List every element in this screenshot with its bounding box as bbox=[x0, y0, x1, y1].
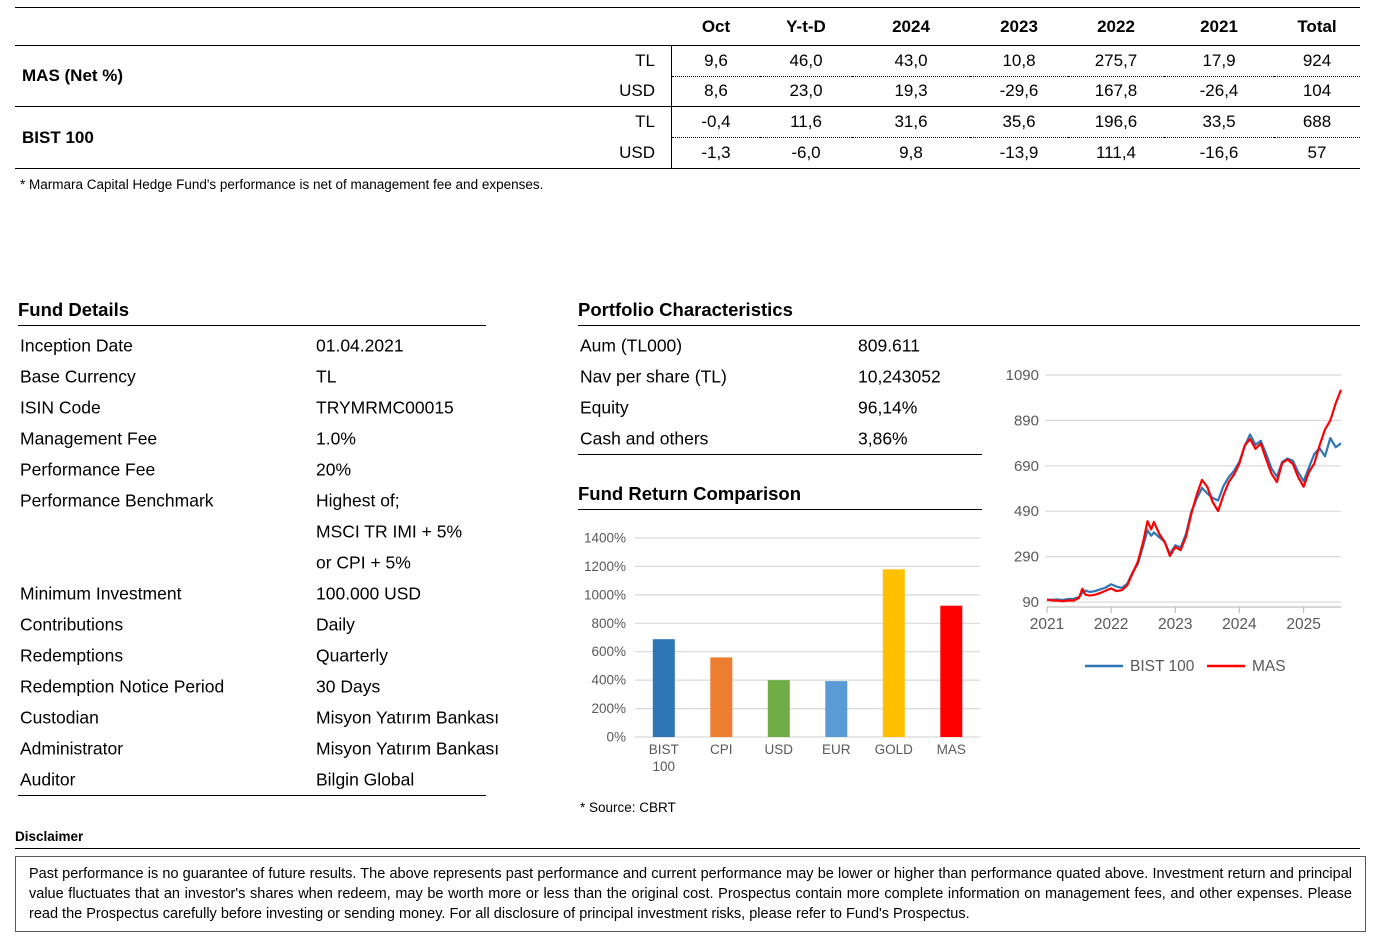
kv-label: Redemptions bbox=[20, 645, 124, 665]
kv-value: 3,86% bbox=[858, 428, 908, 448]
kv-value: TRYMRMC00015 bbox=[316, 397, 454, 417]
x-tick-label: 2022 bbox=[1093, 616, 1129, 633]
y-tick-label: 290 bbox=[1013, 548, 1039, 566]
series-line-MAS bbox=[1047, 390, 1341, 601]
perf-value-cell: 688 bbox=[1274, 107, 1360, 138]
perf-value-cell: 275,7 bbox=[1068, 46, 1164, 77]
y-tick-label: 490 bbox=[1013, 503, 1039, 521]
perf-value-cell: 46,0 bbox=[760, 46, 852, 77]
perf-value-cell: 17,9 bbox=[1164, 46, 1274, 77]
perf-currency-cell: USD bbox=[592, 77, 672, 108]
y-tick-label: 0% bbox=[606, 729, 626, 745]
kv-row bbox=[18, 702, 500, 733]
kv-row bbox=[578, 392, 982, 423]
kv-label: Administrator bbox=[20, 738, 124, 758]
performance-footnote: * Marmara Capital Hedge Fund's performance is net of management fee and expenses. bbox=[20, 177, 544, 192]
bar-GOLD bbox=[883, 569, 905, 737]
kv-label: Nav per share (TL) bbox=[580, 366, 727, 386]
kv-value: Misyon Yatırım Bankası bbox=[316, 738, 500, 758]
perf-value-cell: 9,6 bbox=[672, 46, 760, 77]
perf-value-cell: 8,6 bbox=[672, 77, 760, 108]
kv-label: Auditor bbox=[20, 769, 76, 789]
kv-value: 30 Days bbox=[316, 676, 381, 696]
perf-currency-cell: TL bbox=[592, 46, 672, 77]
kv-row bbox=[578, 361, 982, 392]
kv-row bbox=[18, 640, 486, 671]
y-tick-label: 600% bbox=[591, 644, 626, 660]
perf-row-label: MAS (Net %) bbox=[15, 46, 592, 107]
kv-value: MSCI TR IMI + 5% bbox=[316, 521, 463, 541]
perf-col-header: 2024 bbox=[852, 8, 970, 46]
kv-row bbox=[18, 361, 486, 392]
kv-row bbox=[18, 578, 486, 609]
kv-row bbox=[18, 423, 486, 454]
kv-label: Cash and others bbox=[580, 428, 709, 448]
kv-label: Performance Fee bbox=[20, 459, 156, 479]
x-category-label: MAS bbox=[936, 742, 966, 757]
performance-table bbox=[15, 7, 1360, 169]
kv-row bbox=[18, 516, 486, 547]
kv-value: Daily bbox=[316, 614, 355, 634]
kv-value: 10,243052 bbox=[858, 366, 941, 386]
x-category-label: EUR bbox=[822, 742, 851, 757]
y-tick-label: 1090 bbox=[1005, 367, 1039, 384]
x-category-label: USD bbox=[764, 742, 794, 757]
legend-label: BIST 100 bbox=[1130, 658, 1195, 675]
kv-row bbox=[18, 485, 486, 516]
kv-value: Misyon Yatırım Bankası bbox=[316, 707, 500, 727]
x-category-label: 100 bbox=[652, 759, 676, 774]
bar-MAS bbox=[940, 606, 962, 737]
perf-value-cell: 31,6 bbox=[852, 107, 970, 138]
kv-label: Custodian bbox=[20, 707, 99, 727]
kv-value: TL bbox=[316, 366, 337, 386]
kv-row bbox=[18, 454, 486, 485]
kv-row bbox=[18, 392, 486, 423]
kv-value: 1.0% bbox=[316, 428, 356, 448]
bar-BIST 100 bbox=[653, 639, 675, 737]
fund-details-title: Fund Details bbox=[18, 299, 486, 326]
perf-value-cell: -6,0 bbox=[791, 143, 821, 163]
kv-label: Contributions bbox=[20, 614, 124, 634]
series-line-BIST 100 bbox=[1047, 435, 1341, 601]
y-tick-label: 1200% bbox=[583, 558, 626, 574]
perf-value-cell: 196,6 bbox=[1068, 107, 1164, 138]
y-tick-label: 1000% bbox=[583, 587, 626, 603]
x-tick-label: 2025 bbox=[1286, 616, 1321, 633]
kv-value: Bilgin Global bbox=[316, 769, 415, 789]
perf-value-cell: 10,8 bbox=[970, 46, 1068, 77]
indexed-performance-chart bbox=[985, 355, 1381, 685]
perf-col-header: 2021 bbox=[1164, 8, 1274, 46]
fund-return-comparison-chart bbox=[578, 520, 988, 820]
perf-value-cell: 11,6 bbox=[760, 107, 852, 138]
chart-source-note: * Source: CBRT bbox=[580, 800, 676, 815]
perf-value-cell: 19,3 bbox=[852, 77, 970, 108]
fund-details-list bbox=[18, 330, 500, 796]
kv-label: Management Fee bbox=[20, 428, 158, 448]
perf-col-header: 2023 bbox=[970, 8, 1068, 46]
x-tick-label: 2021 bbox=[1029, 616, 1065, 633]
kv-row bbox=[18, 671, 486, 702]
kv-value: or CPI + 5% bbox=[316, 552, 411, 572]
x-category-label: BIST bbox=[648, 742, 679, 757]
bar-USD bbox=[768, 680, 790, 737]
kv-label: Inception Date bbox=[20, 335, 133, 355]
kv-row bbox=[578, 423, 982, 454]
perf-value-cell: -29,6 bbox=[970, 77, 1068, 108]
y-tick-label: 690 bbox=[1013, 457, 1039, 475]
perf-row-label: BIST 100 bbox=[22, 127, 94, 147]
kv-label: Aum (TL000) bbox=[580, 335, 683, 355]
kv-value: 100.000 USD bbox=[316, 583, 422, 603]
x-category-label: GOLD bbox=[874, 742, 913, 757]
kv-value: 01.04.2021 bbox=[316, 335, 404, 355]
y-tick-label: 200% bbox=[591, 701, 626, 717]
perf-currency-cell: USD bbox=[592, 138, 672, 169]
perf-value-cell: -0,4 bbox=[672, 107, 760, 138]
kv-value: 20% bbox=[316, 459, 352, 479]
kv-row bbox=[578, 330, 982, 361]
perf-currency-cell: TL bbox=[592, 107, 672, 138]
y-tick-label: 800% bbox=[591, 615, 626, 631]
disclaimer-text: Past performance is no guarantee of future results. The above represents past performance and current performance may be lower or higher than performance quated above. Investment return and principal value fluctuates that an investor's shares when redeem, may be worth more or less than the original cost. Prospectus contain more complete information on management fees, and other expenses. Please read the Prospectus carefully before investing or sending money. For all disclosure of principal investment risks, please refer to Fund's Prospectus. bbox=[15, 856, 1366, 932]
perf-value-cell: -16,6 bbox=[1199, 143, 1239, 163]
y-tick-label: 400% bbox=[591, 672, 626, 688]
kv-row bbox=[18, 764, 486, 795]
bar-EUR bbox=[825, 681, 847, 737]
kv-value: Highest of; bbox=[316, 490, 400, 510]
perf-value-cell: -13,9 bbox=[999, 143, 1039, 163]
kv-row bbox=[18, 609, 486, 640]
kv-label: Minimum Investment bbox=[20, 583, 182, 603]
x-category-label: CPI bbox=[710, 742, 733, 757]
x-tick-label: 2024 bbox=[1222, 616, 1257, 633]
perf-value-cell: -26,4 bbox=[1164, 77, 1274, 108]
perf-value-cell: 33,5 bbox=[1164, 107, 1274, 138]
kv-row bbox=[18, 547, 486, 578]
perf-header-corner bbox=[15, 8, 672, 46]
portfolio-characteristics-title: Portfolio Characteristics bbox=[578, 299, 1360, 326]
perf-value-cell: 104 bbox=[1274, 77, 1360, 108]
perf-value-cell: 43,0 bbox=[852, 46, 970, 77]
fund-return-comparison-title: Fund Return Comparison bbox=[578, 483, 982, 510]
perf-value-cell: 924 bbox=[1274, 46, 1360, 77]
y-tick-label: 890 bbox=[1013, 412, 1039, 430]
perf-value-cell: 111,4 bbox=[1095, 143, 1137, 163]
kv-label: Redemption Notice Period bbox=[20, 676, 225, 696]
perf-value-cell: 167,8 bbox=[1068, 77, 1164, 108]
perf-value-cell: -1,3 bbox=[701, 143, 731, 163]
perf-value-cell: 23,0 bbox=[760, 77, 852, 108]
bar-CPI bbox=[710, 657, 732, 737]
kv-row bbox=[18, 330, 486, 361]
perf-value-cell: 35,6 bbox=[970, 107, 1068, 138]
disclaimer-title: Disclaimer bbox=[15, 829, 1360, 849]
kv-value: Quarterly bbox=[316, 645, 388, 665]
kv-value: 96,14% bbox=[858, 397, 918, 417]
perf-col-header: Total bbox=[1274, 8, 1360, 46]
y-tick-label: 1400% bbox=[583, 530, 626, 546]
x-tick-label: 2023 bbox=[1158, 616, 1193, 633]
kv-label: Performance Benchmark bbox=[20, 490, 214, 510]
kv-value: 809.611 bbox=[858, 335, 920, 355]
portfolio-characteristics-list bbox=[578, 330, 982, 455]
perf-value-cell: 9,8 bbox=[899, 143, 923, 163]
kv-label: Base Currency bbox=[20, 366, 136, 386]
kv-label: ISIN Code bbox=[20, 397, 101, 417]
perf-col-header: 2022 bbox=[1068, 8, 1164, 46]
perf-col-header: Y-t-D bbox=[760, 8, 852, 46]
kv-label: Equity bbox=[580, 397, 629, 417]
perf-col-header: Oct bbox=[672, 8, 760, 46]
perf-value-cell: 57 bbox=[1307, 143, 1327, 163]
legend-label: MAS bbox=[1252, 658, 1286, 675]
kv-row bbox=[18, 733, 500, 764]
y-tick-label: 90 bbox=[1022, 594, 1039, 611]
